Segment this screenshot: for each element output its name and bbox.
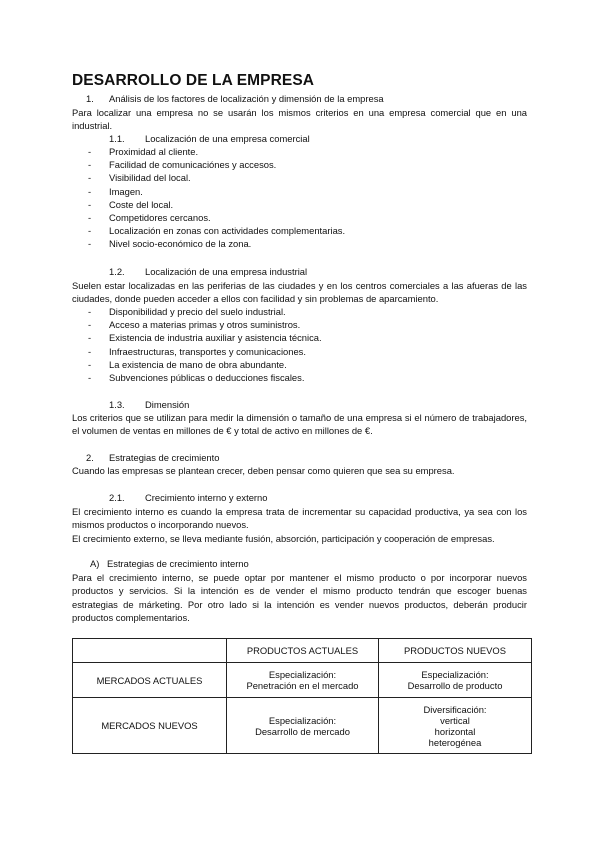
table-row	[73, 663, 532, 698]
header-new-products: PRODUCTOS NUEVOS	[379, 639, 532, 663]
subsection-a-heading: Estrategias de crecimiento interno	[107, 558, 249, 569]
cell-market-penetration: Especialización: Penetración en el mercado	[227, 663, 379, 698]
list-item: - Disponibilidad y precio del suelo industrial.	[88, 306, 286, 317]
section-1-number: 1.	[86, 93, 94, 104]
list-item: - Nivel socio-económico de la zona.	[88, 238, 252, 250]
dimension-text: Los criterios que se utilizan para medir la dimensión o tamaño de una empresa si el número de trabajadores, el volumen de ventas en millones de € y total de activo en millones de €.	[72, 412, 527, 437]
list-item: - Competidores cercanos.	[88, 211, 211, 223]
section-1-intro: Para localizar una empresa no se usarán los mismos criterios en una empresa comercial que en una industrial.	[72, 107, 527, 132]
subsection-2-1-number: 2.1.	[109, 492, 125, 503]
page-title: DESARROLLO DE LA EMPRESA	[72, 72, 315, 89]
subsection-1-3-number: 1.3.	[109, 399, 125, 410]
row-label-current-markets: MERCADOS ACTUALES	[73, 663, 227, 698]
commercial-location-list	[88, 145, 345, 251]
subsection-1-2-number: 1.2.	[109, 266, 125, 277]
internal-strategy-text: Para el crecimiento interno, se puede optar por mantener el mismo producto o por incorporar nuevos productos y servicios. Si la intención es de vender el mismo producto tendrán que escoger buenas estrategias de márketing. Por otro lado si la intención es vender nuevos productos, deberán producir productos complementarios.	[72, 572, 527, 623]
section-2-number: 2.	[86, 452, 94, 463]
internal-growth-text: El crecimiento interno es cuando la empresa trata de incrementar su capacidad productiva, ya sea con los mismos productos o incorporando nuevos.	[72, 506, 527, 531]
subsection-a-label: A)	[90, 558, 100, 569]
subsection-2-1-heading: Crecimiento interno y externo	[145, 492, 268, 503]
cell-market-development: Especialización: Desarrollo de mercado	[227, 698, 379, 754]
list-item: - Subvenciones públicas o deducciones fiscales.	[88, 371, 305, 383]
table-corner-cell	[73, 639, 227, 663]
industrial-location-text: Suelen estar localizadas en las periferias de las ciudades y en los centros comerciales a las afueras de las ciudades, donde pueden acceder a ellos con facilidad y sin problemas de aparcamiento.	[72, 280, 527, 305]
list-item: - Proximidad al cliente.	[88, 146, 199, 157]
list-item: - Existencia de industria auxiliar y asistencia técnica.	[88, 332, 322, 344]
header-current-products: PRODUCTOS ACTUALES	[227, 639, 379, 663]
subsection-1-1-number: 1.1.	[109, 133, 125, 144]
list-item: - La existencia de mano de obra abundante.	[88, 358, 287, 370]
growth-matrix-table	[72, 638, 532, 754]
section-2-heading: Estrategias de crecimiento	[109, 452, 220, 463]
table-header-row	[73, 639, 532, 663]
cell-diversification: Diversificación: vertical horizontal heterogénea	[379, 698, 532, 754]
subsection-1-2-heading: Localización de una empresa industrial	[145, 266, 308, 277]
table-row	[73, 698, 532, 754]
list-item: - Facilidad de comunicaciónes y accesos.	[88, 159, 277, 171]
list-item: - Coste del local.	[88, 198, 174, 210]
cell-product-development: Especialización: Desarrollo de producto	[379, 663, 532, 698]
list-item: - Imagen.	[88, 185, 143, 197]
subsection-1-1-heading: Localización de una empresa comercial	[145, 133, 310, 144]
section-2-intro: Cuando las empresas se plantean crecer, deben pensar como quieren que sea su empresa.	[72, 465, 455, 476]
external-growth-text: El crecimiento externo, se lleva mediante fusión, absorción, participación y cooperación de empresas.	[72, 533, 495, 544]
list-item: - Infraestructuras, transportes y comunicaciones.	[88, 345, 306, 357]
section-1-heading: Análisis de los factores de localización y dimensión de la empresa	[109, 93, 384, 104]
list-item: - Acceso a materias primas y otros suministros.	[88, 319, 301, 331]
row-label-new-markets: MERCADOS NUEVOS	[73, 698, 227, 754]
list-item: - Visibilidad del local.	[88, 172, 191, 184]
subsection-1-3-heading: Dimensión	[145, 399, 190, 410]
industrial-location-list	[88, 305, 322, 384]
list-item: - Localización en zonas con actividades complementarias.	[88, 225, 346, 237]
